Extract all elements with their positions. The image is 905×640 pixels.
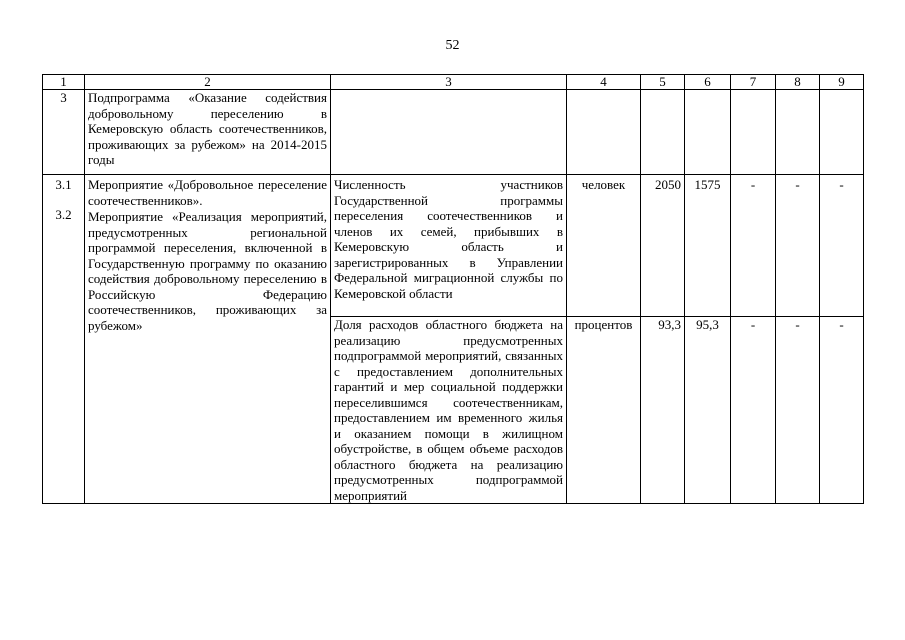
indicator-2-col5: 93,3 (641, 316, 684, 333)
units-cell (567, 175, 641, 504)
indicator-1-col9: - (839, 177, 844, 192)
event-1-text: Мероприятие «Добровольное переселение соотечественников». (88, 177, 327, 208)
row-number: 3.1 (55, 177, 72, 192)
header-cell: 2 (85, 75, 331, 90)
indicator-2-col6: 95,3 (685, 316, 730, 333)
col6-cell (685, 175, 731, 504)
event-numbers-cell (43, 175, 85, 504)
indicators-table (42, 74, 864, 504)
col7-cell (731, 175, 776, 504)
col9-cell (820, 175, 864, 504)
header-cell: 4 (567, 75, 641, 90)
indicator-1-col8: - (795, 177, 800, 192)
indicator-2-col8: - (776, 316, 819, 333)
indicator-1-col7: - (750, 177, 756, 192)
indicator-1-unit: человек (581, 177, 626, 192)
indicator-2-col7: - (731, 316, 775, 333)
event-2-text: Мероприятие «Реализация мероприятий, предусмотренных региональной программой переселения, включенной в Государственную программу по оказанию содействия добровольному переселению в Российскую Федерацию соотечественников, проживающих за рубежом» (88, 209, 327, 333)
header-cell: 1 (43, 75, 85, 90)
header-cell: 7 (731, 75, 776, 90)
indicator-2-col9: - (820, 316, 863, 333)
col8-cell (776, 175, 820, 504)
indicator-2-name: Доля расходов областного бюджета на реализацию предусмотренных подпрограммой мероприятий, связанных с предоставлением дополнительных гарантий и мер социальной поддержки переселившимся соотечественникам, предоставлением им временного жилья и оказанием помощи в жилищном обустройстве, в общем объеме расходов областного бюджета на реализацию предусмотренных подпрограммой мероприятий (331, 316, 566, 503)
table-row-events (43, 175, 864, 504)
header-cell: 3 (331, 75, 567, 90)
header-cell: 5 (641, 75, 685, 90)
header-cell: 9 (820, 75, 864, 90)
events-cell (85, 175, 331, 504)
page-number: 52 (445, 38, 460, 53)
row-number: 3 (43, 90, 85, 175)
row-number: 3.2 (55, 206, 72, 222)
indicator-1-col5: 2050 (655, 177, 681, 192)
indicator-2-unit: процентов (567, 316, 640, 333)
indicators-cell (331, 175, 567, 504)
table-header-row (43, 75, 864, 90)
indicator-1-col6: 1575 (694, 177, 721, 192)
subprogram-title: Подпрограмма «Оказание содействия добровольному переселению в Кемеровскую область соотечественников, проживающих за рубежом» на 2014-2015 годы (85, 90, 331, 175)
col5-cell (641, 175, 685, 504)
header-cell: 8 (776, 75, 820, 90)
table-row-subprogram (43, 90, 864, 175)
header-cell: 6 (685, 75, 731, 90)
indicator-1-name: Численность участников Государственной программы переселения соотечественников и членов их семей, прибывших в Кемеровскую область и зарегистрированных в Управлении Федеральной миграционной службы по Кемеровской области (334, 177, 563, 301)
